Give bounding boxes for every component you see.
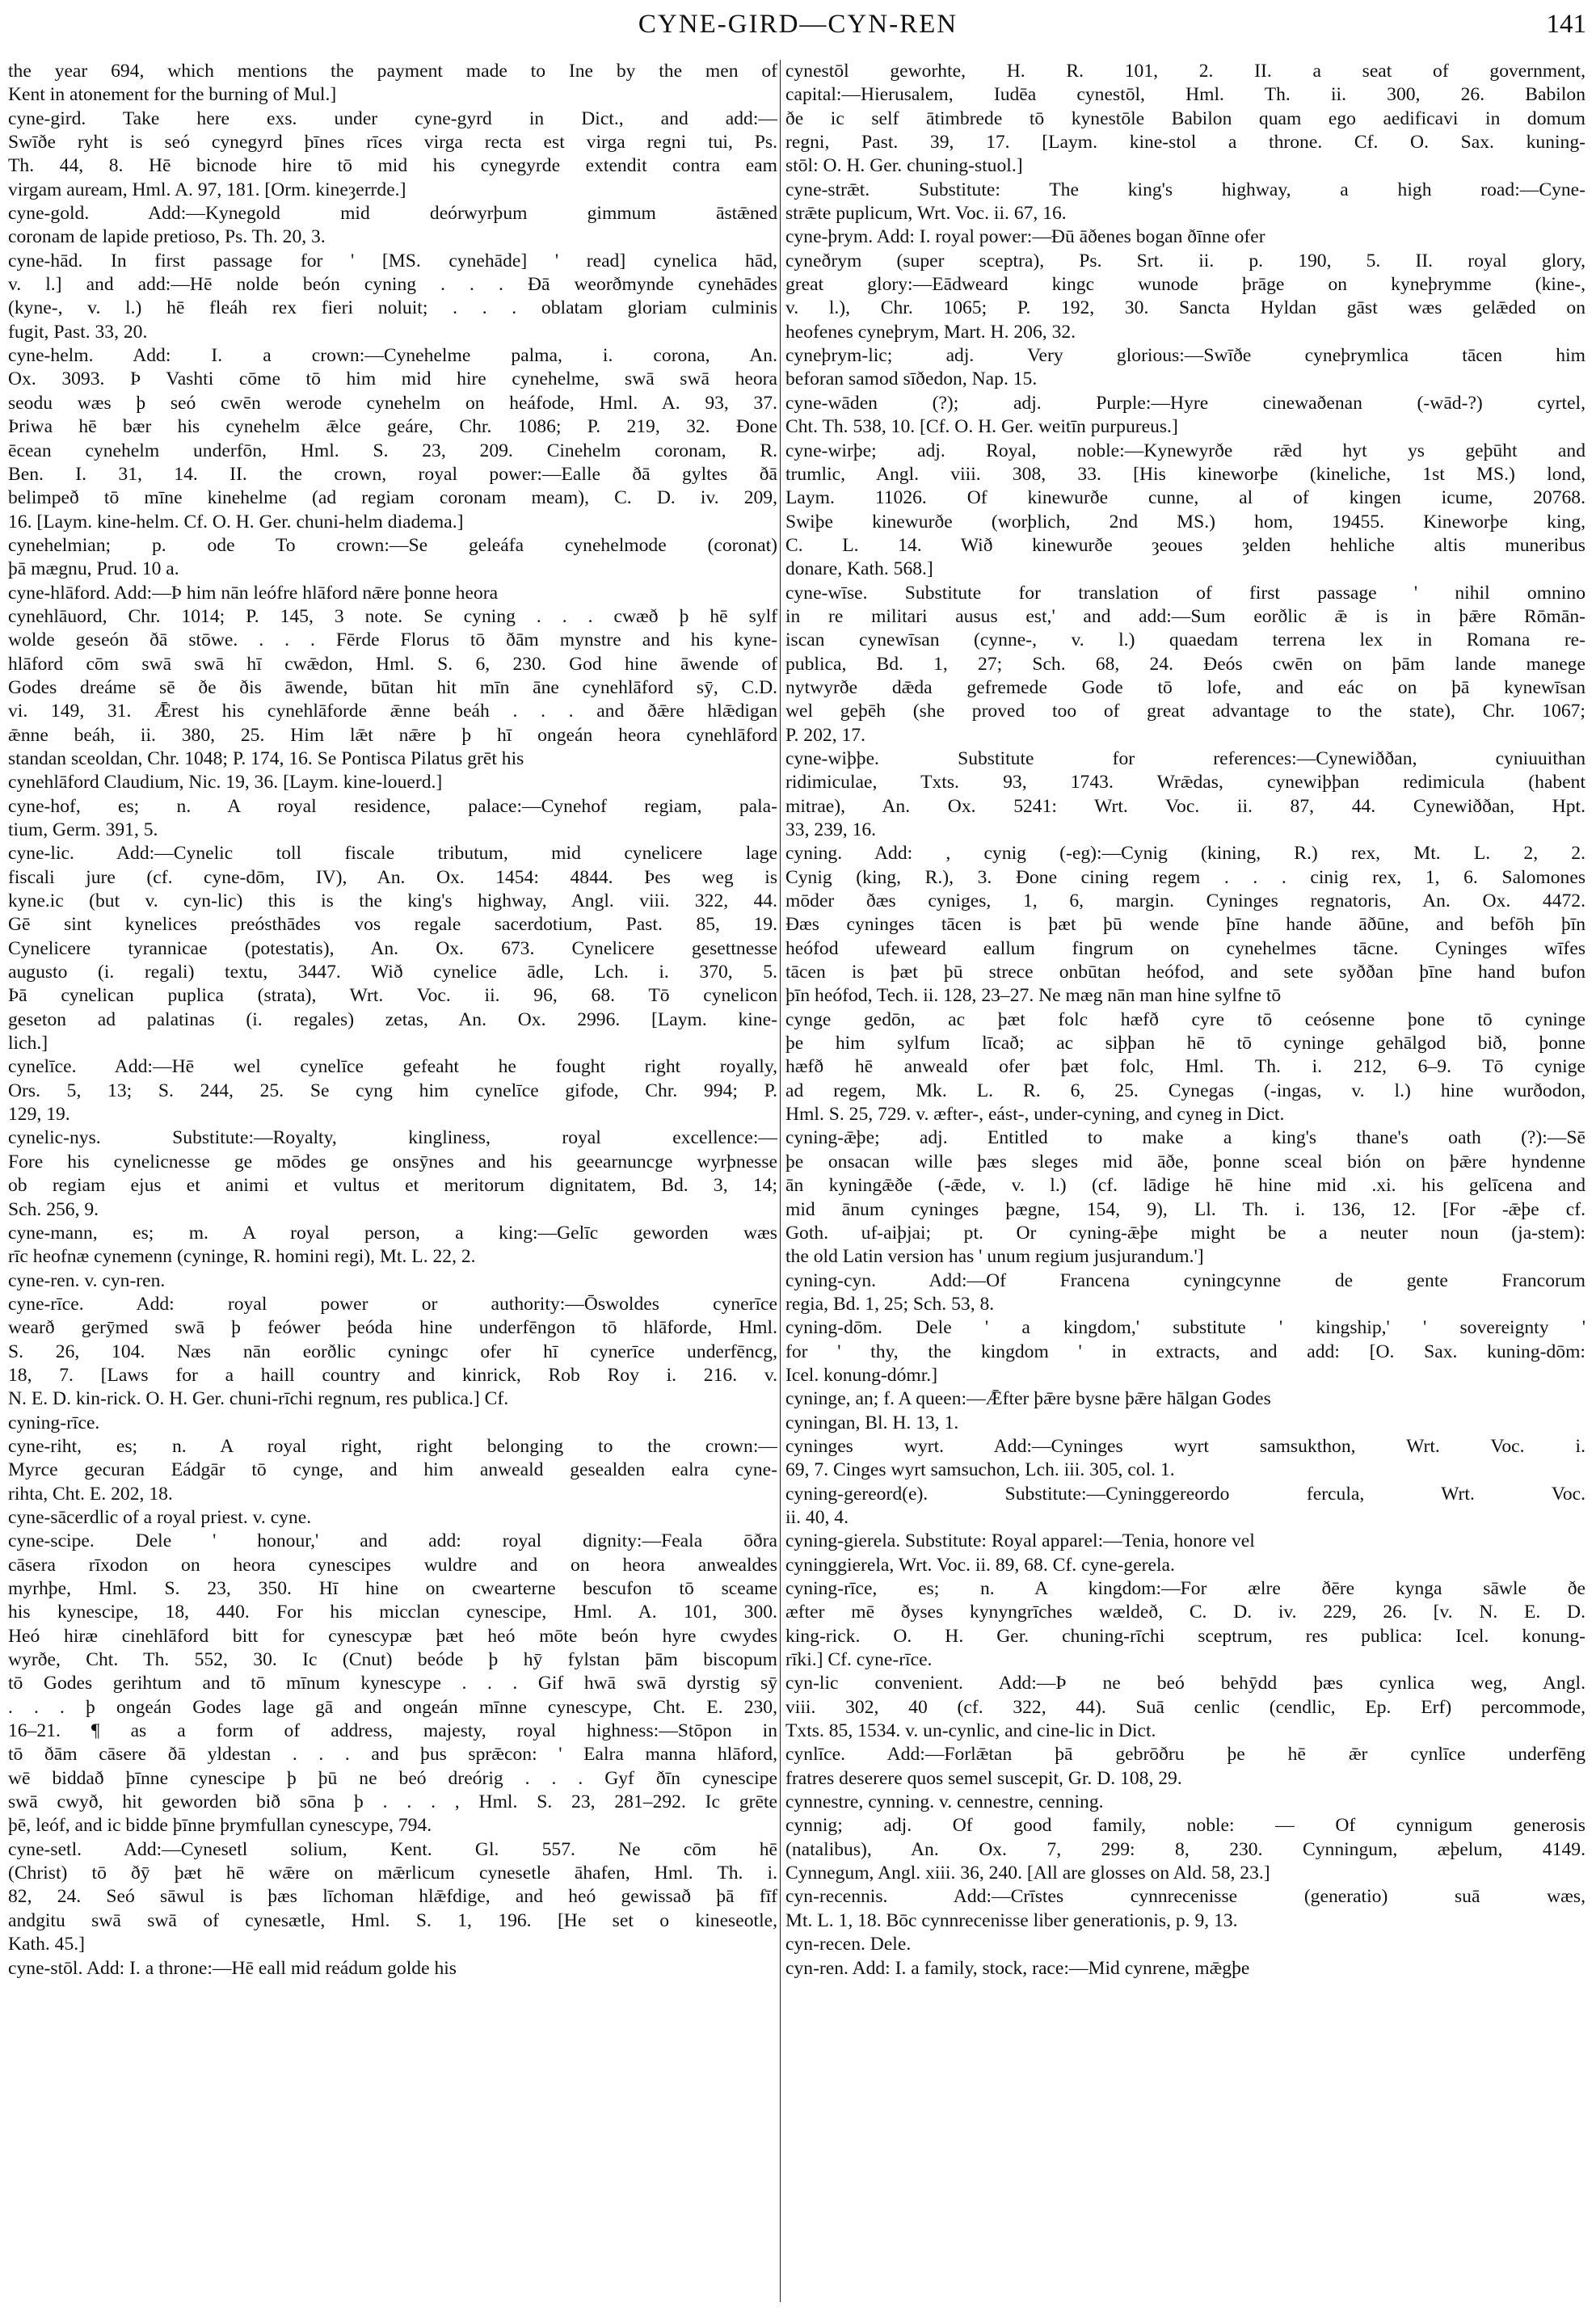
text-line: for ' thy, the kingdom ' in extracts, and add: [O. Sax. kuning-dōm: [785, 1341, 1585, 1362]
text-line: cyninge, an; f. A queen:—Ǣfter þǣre bysne þǣre hālgan Godes [785, 1388, 1271, 1410]
text-line: publica, Bd. 1, 27; Sch. 68, 24. Ðeós cwēn on þām lande manege [785, 653, 1585, 675]
text-line: Ben. I. 31, 14. II. the crown, royal power:—Ealle ðā gyltes ðā [8, 463, 777, 485]
text-line: rīki.] Cf. cyne-rīce. [785, 1649, 933, 1671]
text-line: Cynelicere tyrannicae (potestatis), An. Ox. 673. Cynelicere gesettnesse [8, 937, 777, 959]
text-line: cyne-riht, es; n. A royal right, right belonging to the crown:— [8, 1435, 777, 1457]
text-line: (natalibus), An. Ox. 7, 299: 8, 230. Cynningum, æþelum, 4149. [785, 1838, 1585, 1860]
text-line: cynehelmian; p. ode To crown:—Se geleáfa cynehelmode (coronat) [8, 534, 777, 556]
text-line: wolde geseón ðā stōwe. . . . Fērde Florus tō ðām mynstre and his kyne- [8, 629, 777, 651]
text-line: ridimiculae, Txts. 93, 1743. Wrǣdas, cynewiþþan redimicula (habent [785, 772, 1585, 793]
text-line: cynehlāford Claudium, Nic. 19, 36. [Laym. kine-louerd.] [8, 772, 443, 793]
text-line: kyne.ic (but v. cyn-lic) this is the king's highway, Angl. viii. 322, 44. [8, 890, 777, 912]
text-line: tium, Germ. 391, 5. [8, 819, 158, 840]
text-line: viii. 302, 40 (cf. 322, 44). Suā cenlic (cendlic, Ep. Erf) percommode, [785, 1696, 1585, 1718]
text-line: cyn-lic convenient. Add:—Þ ne beó behȳdd þæs cynlica weg, Angl. [785, 1673, 1585, 1694]
text-line: swā cwyð, hit geworden bið sōna þ . . . , Hml. S. 23, 281–292. Ic grēte [8, 1791, 777, 1813]
text-line: cyne-gold. Add:—Kynegold mid deórwyrþum gimmum āstǣned [8, 203, 777, 225]
text-line: myrhþe, Hml. S. 23, 350. Hī hine on cwearterne bescufon tō sceame [8, 1578, 777, 1599]
text-line: tō Godes gerihtum and tō mīnum kynescype . . . Gif hwā swā dyrstig sȳ [8, 1673, 777, 1694]
text-line: heofenes cyneþrym, Mart. H. 206, 32. [785, 321, 1076, 343]
text-line: cyne-wiþþe. Substitute for references:—Cynewiððan, cyniuuithan [785, 747, 1585, 769]
text-line: Hml. S. 25, 729. v. æfter-, eást-, under-cyning, and cyneg in Dict. [785, 1104, 1285, 1126]
text-line: capital:—Hierusalem, Iudēa cynestōl, Hml. Th. ii. 300, 26. Babilon [785, 84, 1585, 106]
text-line: wearð gerȳmed swā þ feówer þeóda hine underfēngon tō hlāforde, Hml. [8, 1317, 777, 1339]
text-line: cyneðrym (super sceptra), Ps. Srt. ii. p. 190, 5. II. royal glory, [785, 250, 1585, 272]
text-line: cyne-wāden (?); adj. Purple:—Hyre cinewaðenan (-wād-?) cyrtel, [785, 392, 1585, 414]
text-line: augusto (i. regali) textu, 3447. Wið cynelice ādle, Lch. i. 370, 5. [8, 962, 777, 983]
text-line: S. 26, 104. Næs nān eorðlic cyningc ofer hī cynerīce underfēncg, [8, 1341, 777, 1362]
text-line: rihta, Cht. E. 202, 18. [8, 1483, 173, 1505]
text-line: 69, 7. Cinges wyrt samsuchon, Lch. iii. 305, col. 1. [785, 1459, 1175, 1481]
text-line: cyn-recen. Dele. [785, 1934, 912, 1955]
text-line: cyne-setl. Add:—Cynesetl solium, Kent. Gl. 557. Ne cōm hē [8, 1838, 777, 1860]
text-line: Kath. 45.] [8, 1934, 86, 1955]
text-line: cyning-cyn. Add:—Of Francena cyningcynne de gente Francorum [785, 1269, 1585, 1291]
text-line: beforan samod sīðedon, Nap. 15. [785, 368, 1038, 390]
text-line: iscan cynewīsan (cynne-, v. l.) quaedam terrena lex in Romana re- [785, 629, 1585, 651]
text-line: virgam auream, Hml. A. 97, 181. [Orm. kineȝerrde.] [8, 179, 406, 200]
column-divider [780, 60, 781, 2302]
page-number: 141 [1546, 10, 1586, 39]
text-line: in re militari ausus est,' and add:—Sum eorðlic ǣ is in þǣre Rōmān- [785, 605, 1585, 627]
text-line: cynlīce. Add:—Forlǣtan þā gebrōðru þe hē ǣr cynlīce underfēng [785, 1744, 1585, 1766]
text-line: 18, 7. [Laws for a haill country and kinrick, Rob Roy i. 216. v. [8, 1364, 777, 1386]
text-line: cyne-stōl. Add: I. a throne:—Hē eall mid reádum golde his [8, 1957, 457, 1979]
text-line: Ðæs cyninges tācen is þæt þū wende þīne hande āðūne, and befōh þīn [785, 914, 1585, 936]
text-line: Txts. 85, 1534. v. un-cynlic, and cine-lic in Dict. [785, 1720, 1156, 1742]
text-line: donare, Kath. 568.] [785, 558, 933, 580]
text-line: ǣnne beáh, ii. 380, 25. Him lǣt nǣre þ hī ongeán heora cynehlāford [8, 724, 777, 746]
text-line: cyne-wīse. Substitute for translation of first passage ' nihil omnino [785, 582, 1585, 604]
text-line: ēcean cynehelm underfōn, Hml. S. 23, 209. Cinehelm coronam, R. [8, 440, 777, 461]
text-line: regni, Past. 39, 17. [Laym. kine-stol a throne. Cf. O. Sax. kuning- [785, 132, 1585, 154]
text-line: cyning-rīce, es; n. A kingdom:—For ælre ðēre kynga sāwle ðe [785, 1578, 1585, 1599]
text-line: cyne-helm. Add: I. a crown:—Cynehelme palma, i. corona, An. [8, 345, 777, 367]
text-line: wel geþēh (she proved too of great advantage to the state), Chr. 1067; [785, 701, 1585, 722]
text-line: tō ðām cāsere ðā yldestan . . . and þus sprǣcon: ' Ealra manna hlāford, [8, 1744, 777, 1766]
text-line: Þriwa hē bær his cynehelm ǣlce geáre, Chr. 1086; P. 219, 32. Ðone [8, 416, 777, 438]
text-line: seodu wæs þ seó cwēn werode cynehelm on heáfode, Hml. A. 93, 37. [8, 392, 777, 414]
text-line: Gē sint kynelices preósthādes vos regale sacerdotium, Past. 85, 19. [8, 914, 777, 936]
text-line: king-rick. O. H. Ger. chuning-rīchi sceptrum, res publica: Icel. konung- [785, 1625, 1585, 1647]
text-line: Þā cynelican puplica (strata), Wrt. Voc. ii. 96, 68. Tō cynelicon [8, 985, 777, 1007]
text-line: v. l.), Chr. 1065; P. 192, 30. Sancta Hyldan gāst wæs gelǣded on [785, 297, 1585, 319]
text-line: Fore his cynelicnesse ge mōdes ge onsȳnes and his geearnuncge wyrþnesse [8, 1151, 777, 1172]
text-line: mitrae), An. Ox. 5241: Wrt. Voc. ii. 87, 44. Cynewiððan, Hpt. [785, 795, 1585, 817]
text-line: nytwyrðe dǣda gefremede Gode tō lofe, and eác on þā kynewīsan [785, 676, 1585, 698]
text-line: geseton ad palatinas (i. regales) zetas, An. Ox. 2996. [Laym. kine- [8, 1008, 777, 1030]
text-line: 16. [Laym. kine-helm. Cf. O. H. Ger. chuni-helm diadema.] [8, 511, 464, 532]
text-line: C. L. 14. Wið kinewurðe ȝeoues ȝelden hehliche altis muneribus [785, 534, 1585, 556]
text-line: æfter mē ðyses kynyngrīches wældeð, C. D. iv. 229, 26. [v. N. E. D. [785, 1602, 1585, 1623]
text-line: regia, Bd. 1, 25; Sch. 53, 8. [785, 1293, 995, 1315]
text-line: strǣte puplicum, Wrt. Voc. ii. 67, 16. [785, 203, 1067, 225]
text-line: cyning. Add: , cynig (-eg):—Cynig (kining, R.) rex, Mt. L. 2, 2. [785, 843, 1585, 865]
text-line: mid ānum cyninges þægne, 154, 9), Ll. Th. i. 136, 12. [For -ǣþe cf. [785, 1198, 1585, 1220]
text-line: wyrðe, Cht. Th. 552, 30. Ic (Cnut) beóde þ hȳ fylstan þām biscopum [8, 1649, 777, 1671]
text-line: cynelic-nys. Substitute:—Royalty, kingliness, royal excellence:— [8, 1127, 777, 1149]
text-line: Laym. 11026. Of kinewurðe cunne, al of kingen icume, 20768. [785, 487, 1585, 509]
text-line: cynehlāuord, Chr. 1014; P. 145, 3 note. Se cyning . . . cwæð þ hē sylf [8, 605, 777, 627]
text-line: cyne-sācerdlic of a royal priest. v. cyne. [8, 1506, 312, 1528]
text-line: cyne-scipe. Dele ' honour,' and add: royal dignity:—Feala ōðra [8, 1530, 777, 1552]
text-line: Kent in atonement for the burning of Mul.] [8, 84, 337, 106]
text-line: cyn-ren. Add: I. a family, stock, race:—Mid cynrene, mǣgþe [785, 1957, 1250, 1979]
text-line: cyning-gierela. Substitute: Royal apparel:—Tenia, honore vel [785, 1530, 1255, 1552]
text-line: mōder ðæs cyniges, 1, 6, margin. Cyninges regnatoris, An. Ox. 4472. [785, 890, 1585, 912]
text-line: fugit, Past. 33, 20. [8, 321, 148, 343]
text-line: great glory:—Eādweard kingc wunode þrāge on kyneþrymme (kine-, [785, 274, 1585, 296]
text-line: þe him sylfum līcað; ac siþþan hē tō cyninge gehālgod bið, þonne [785, 1033, 1585, 1054]
text-line: fratres deserere quos semel suscepit, Gr. D. 108, 29. [785, 1767, 1182, 1789]
text-line: cyning-rīce. [8, 1412, 100, 1433]
text-line: cynnig; adj. Of good family, noble: — Of cynnigum generosis [785, 1815, 1585, 1837]
text-line: þē, leóf, and ic bidde þīnne þrymfullan cynescype, 794. [8, 1815, 432, 1837]
left-column [8, 60, 777, 2306]
text-line: andgitu swā swā of cynesætle, Hml. S. 1, 196. [He set o kineseotle, [8, 1909, 777, 1931]
text-line: . . . þ ongeán Godes lage gā and ongeán mīnne cynescype, Cht. E. 230, [8, 1696, 777, 1718]
text-line: Goth. uf-aiþjai; pt. Or cyning-ǣþe might be a neuter noun (ja-stem): [785, 1222, 1585, 1244]
text-line: cyne-hād. In first passage for ' [MS. cynehāde] ' read] cynelica hād, [8, 250, 777, 272]
text-line: (kyne-, v. l.) hē fleáh rex fieri noluit; . . . oblatam gloriam culminis [8, 297, 777, 319]
text-line: cyne-gird. Take here exs. under cyne-gyrd in Dict., and add:— [8, 107, 777, 129]
text-line: trumlic, Angl. viii. 308, 33. [His kineworþe (kineliche, 1st MS.) lond, [785, 463, 1585, 485]
text-line: hæfð hē anweald ofer þæt folc, Hml. Th. i. 212, 6–9. Tō cynige [785, 1056, 1585, 1078]
text-line: ān kyningǣðe (-ǣde, v. l.) (cf. lādige hē hine mid .xi. his gelīcena and [785, 1175, 1585, 1197]
text-line: cyne-lic. Add:—Cynelic toll fiscale tributum, mid cynelicere lage [8, 843, 777, 865]
text-line: cynestōl geworhte, H. R. 101, 2. II. a seat of government, [785, 61, 1585, 82]
text-line: Cynnegum, Angl. xiii. 36, 240. [All are glosses on Ald. 58, 23.] [785, 1863, 1270, 1884]
text-line: cynnestre, cynning. v. cennestre, cenning. [785, 1791, 1104, 1813]
text-line: cyning-dōm. Dele ' a kingdom,' substitute ' kingship,' ' sovereignty ' [785, 1317, 1585, 1339]
text-line: cyne-ren. v. cyn-ren. [8, 1269, 166, 1291]
text-line: the year 694, which mentions the payment made to Ine by the men of [8, 61, 777, 82]
text-line: fiscali jure (cf. cyne-dōm, IV), An. Ox. 1454: 4844. Þes weg is [8, 866, 777, 888]
text-line: hlāford cōm swā swā hī cwǣdon, Hml. S. 6, 230. God hine āwende of [8, 653, 777, 675]
text-line: Mt. L. 1, 18. Bōc cynnrecenisse liber generationis, p. 9, 13. [785, 1909, 1238, 1931]
text-line: cyne-mann, es; m. A royal person, a king:—Gelīc geworden wæs [8, 1222, 777, 1244]
text-line: cyning-ǣþe; adj. Entitled to make a king's thane's oath (?):—Sē [785, 1127, 1585, 1149]
text-line: heófod ufeweard eallum fingrum on cynehelmes tācne. Cyninges wīfes [785, 937, 1585, 959]
text-line: ðe ic self ātimbrede tō kynestōle Babilon quam ego aedificavi in domum [785, 107, 1585, 129]
text-line: ob regiam ejus et animi et vultus et meritorum dignitatem, Bd. 3, 14; [8, 1175, 777, 1197]
text-line: his kynescipe, 18, 440. For his micclan cynescipe, Hml. A. 101, 300. [8, 1602, 777, 1623]
text-line: cyne-rīce. Add: royal power or authority:—Ōswoldes cynerīce [8, 1293, 777, 1315]
text-line: cyn-recennis. Add:—Crīstes cynnrecenisse (generatio) suā wæs, [785, 1886, 1585, 1908]
text-line: cyne-þrym. Add: I. royal power:—Ðū āðenes bogan ðīnne ofer [785, 226, 1265, 248]
text-line: belimpeð tō mīne kinehelme (ad regiam coronam meam), C. D. iv. 209, [8, 487, 777, 509]
text-line: ad regem, Mk. L. R. 6, 25. Cynegas (-ingas, v. l.) hine wurðodon, [785, 1080, 1585, 1101]
text-line: Myrce gecuran Eádgār tō cynge, and him anweald gesealden ealra cyne- [8, 1459, 777, 1481]
page-header [0, 8, 1596, 44]
text-line: Heó hiræ cinehlāford bitt for cynescypæ þæt heó mōte beón hyre cwydes [8, 1625, 777, 1647]
text-line: cyning-gereord(e). Substitute:—Cyninggereordo fercula, Wrt. Voc. [785, 1483, 1585, 1505]
right-column [785, 60, 1585, 2306]
text-line: Th. 44, 8. Hē bicnode hire tō mid his cynegyrde extendit contra eam [8, 155, 777, 177]
text-line: Swiþe kinewurðe (worþlich, 2nd MS.) hom, 19455. Kineworþe king, [785, 511, 1585, 532]
text-line: cyninges wyrt. Add:—Cyninges wyrt samsukthon, Wrt. Voc. i. [785, 1435, 1585, 1457]
text-line: Godes dreáme sē ðe ðis āwende, būtan hit mīn āne cynehlāford sȳ, C.D. [8, 676, 777, 698]
text-line: cyningan, Bl. H. 13, 1. [785, 1412, 959, 1433]
text-line: cynge gedōn, ac þæt folc hæfð cyre tō ceósenne þone tō cyninge [785, 1008, 1585, 1030]
text-line: Cht. Th. 538, 10. [Cf. O. H. Ger. weitīn purpureus.] [785, 416, 1178, 438]
text-line: Ox. 3093. Þ Vashti cōme tō him mid hire cynehelme, swā swā heora [8, 368, 777, 390]
text-line: Cynig (king, R.), 3. Ðone cining regem . . . cinig rex, 1, 6. Salomones [785, 866, 1585, 888]
text-line: Sch. 256, 9. [8, 1198, 99, 1220]
text-line: lich.] [8, 1033, 48, 1054]
text-line: v. l.] and add:—Hē nolde beón cyning . . . Ðā weorðmynde cynehādes [8, 274, 777, 296]
text-line: cyne-hlāford. Add:—Þ him nān leófre hlāford nǣre þonne heora [8, 582, 499, 604]
text-line: N. E. D. kin-rick. O. H. Ger. chuni-rīchi regnum, res publica.] Cf. [8, 1388, 509, 1410]
text-line: the old Latin version has ' unum regium jusjurandum.'] [785, 1246, 1204, 1268]
text-line: Ors. 5, 13; S. 244, 25. Se cyng him cynelīce gifode, Chr. 994; P. [8, 1080, 777, 1101]
text-line: standan sceoldan, Chr. 1048; P. 174, 16. Se Pontisca Pilatus grēt his [8, 747, 524, 769]
text-line: wē biddað þīnne cynescipe þ þū ne beó dreórig . . . Gyf ðīn cynescipe [8, 1767, 777, 1789]
text-line: cyne-hof, es; n. A royal residence, palace:—Cynehof regiam, pala- [8, 795, 777, 817]
text-line: P. 202, 17. [785, 724, 865, 746]
text-line: þīn heófod, Tech. ii. 128, 23–27. Ne mæg nān man hine sylfne tō [785, 985, 1282, 1007]
text-line: coronam de lapide pretioso, Ps. Th. 20, 3. [8, 226, 326, 248]
text-line: cynelīce. Add:—Hē wel cynelīce gefeaht he fought right royally, [8, 1056, 777, 1078]
text-line: tācen is þæt þū strece onbūtan heófod, and sete syððan þīne hand bufon [785, 962, 1585, 983]
text-line: 16–21. ¶ as a form of address, majesty, royal highness:—Stōpon in [8, 1720, 777, 1742]
text-line: 33, 239, 16. [785, 819, 877, 840]
text-line: cyninggierela, Wrt. Voc. ii. 89, 68. Cf. cyne-gerela. [785, 1554, 1175, 1576]
text-line: (Christ) tō ðȳ þæt hē wǣre on mǣrlicum cynesetle āhafen, Hml. Th. i. [8, 1863, 777, 1884]
running-head: CYNE-GIRD—CYN-REN [638, 10, 958, 39]
text-line: cāsera rīxodon on heora cynescipes wuldre and on heora anwealdes [8, 1554, 777, 1576]
text-line: Swīðe ryht is seó cynegyrd þīnes rīces virga recta est virga regni tui, Ps. [8, 132, 777, 154]
text-line: þe onsacan wille þæs sleges mid āðe, þonne sceal bión on þǣre hyndenne [785, 1151, 1585, 1172]
text-line: vi. 149, 31. Ǣrest his cynehlāforde ǣnne beáh . . . and ðǣre hlǣdigan [8, 701, 777, 722]
text-line: Icel. konung-dómr.] [785, 1364, 938, 1386]
text-line: þā mægnu, Prud. 10 a. [8, 558, 179, 580]
text-line: rīc heofnæ cynemenn (cyninge, R. homini regi), Mt. L. 22, 2. [8, 1246, 476, 1268]
text-line: 129, 19. [8, 1104, 70, 1126]
text-line: cyne-strǣt. Substitute: The king's highway, a high road:—Cyne- [785, 179, 1585, 200]
text-line: cyne-wirþe; adj. Royal, noble:—Kynewyrðe rǣd hyt ys geþūht and [785, 440, 1585, 461]
text-line: 82, 24. Seó sāwul is þæs līchoman hlǣfdige, and heó gewissað þā fīf [8, 1886, 777, 1908]
text-line: cyneþrym-lic; adj. Very glorious:—Swīðe cyneþrymlica tācen him [785, 345, 1585, 367]
text-line: ii. 40, 4. [785, 1506, 849, 1528]
text-line: stōl: O. H. Ger. chuning-stuol.] [785, 155, 1023, 177]
